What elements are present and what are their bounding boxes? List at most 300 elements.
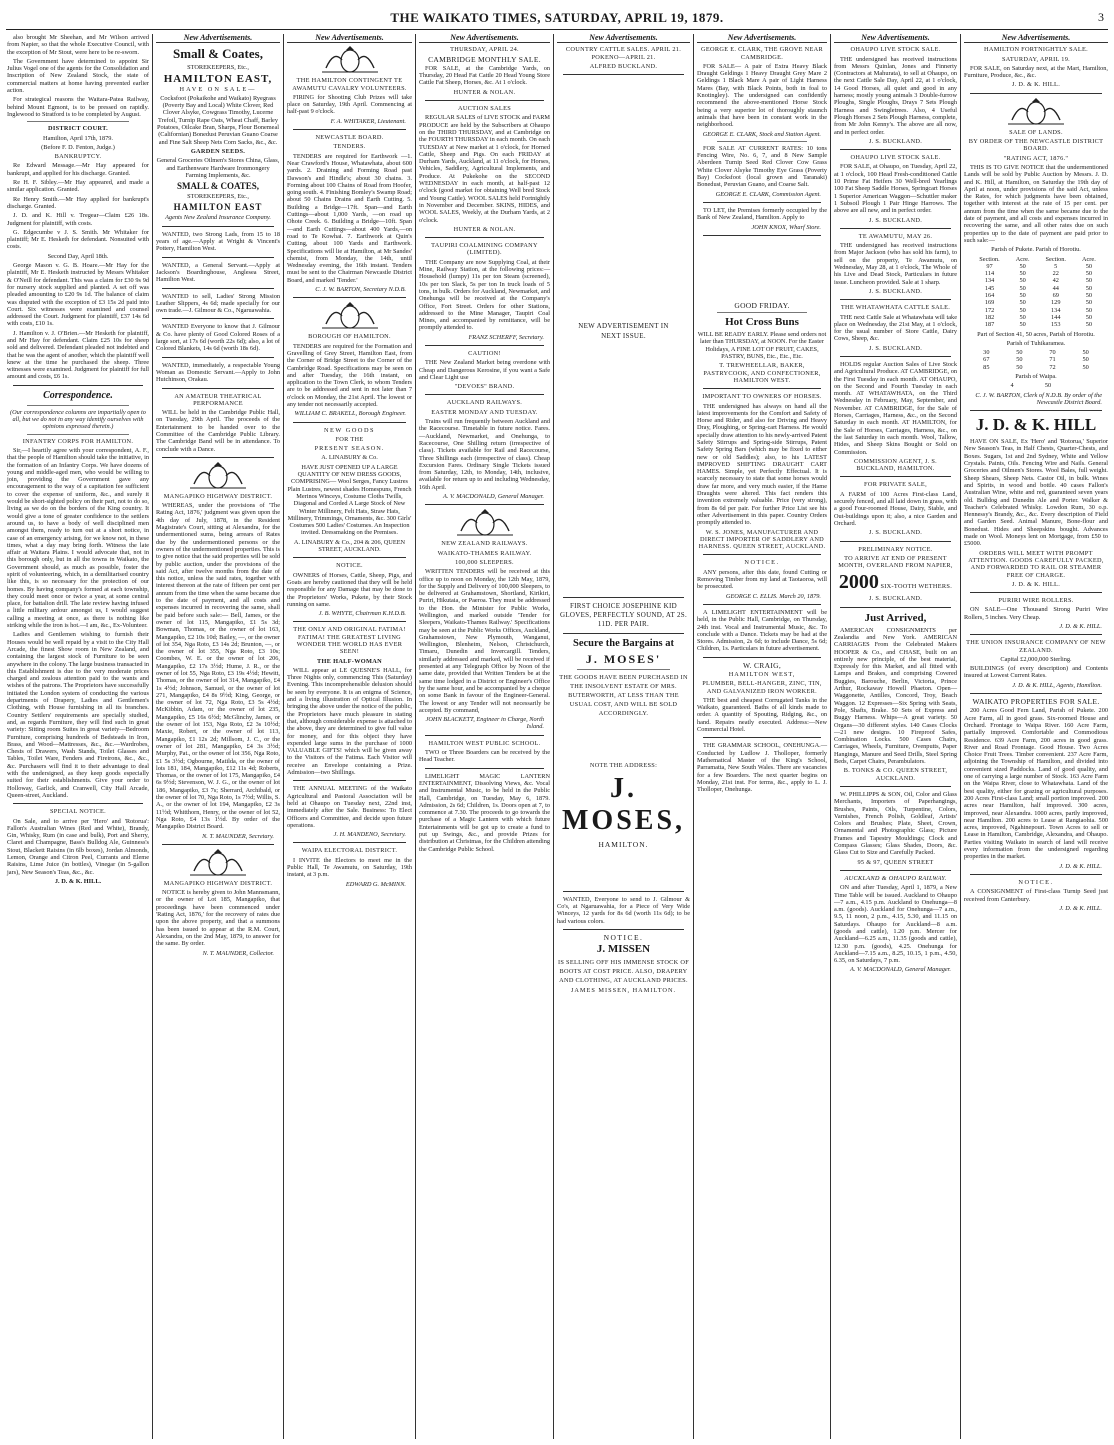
divider — [162, 388, 274, 389]
news-paragraph: For strategical reasons the Waitara-Patea Railway, behind Mount Egmont, is to be pressed on rapidly. Inglewood to Stratford is to be completed by August. — [7, 96, 149, 118]
ad-body: BUILDINGS (of every description) and Contents insured at Lowest Current Rates. — [964, 665, 1108, 680]
table-header-cell: Section. — [979, 255, 1000, 263]
table-cell: 50 — [1016, 356, 1023, 364]
divider — [425, 735, 544, 736]
ad-body: TENDERS are required for Earthwork —1. Near Crawford's House, Whatawhata, about 600 yards. 2. Draining and Forming Road past Dawson's and Hindle's; about 30 chains. 3. Forming about 100 Chains of Road from Hoofer, going south. 4. Finishing Bomley's Swamp Road; about 50 Chains Drains and Earth Cutting. 5. Building a Bridge—17ft. Span—and Earth Cuttings—about 1,000 Yards, —on road up Ohote Creek. 6. Building a Bridge—10ft. Span—and Earth Cuttings—about 400 Yards,—on road to Te Kowhai. 7. Earthwork at Quin's Cutting, about 100 Yards and Earthwork. Specifications will lie at Hamilton, at Mr Sandes' chemist, from Monday, the 14th, until Wednesday evening, the 16th instant. Tenders must be sent to the Chairman Newcastle District Board, and marked 'Tender.' — [287, 152, 412, 284]
ad-heading: FOR THE — [335, 435, 364, 443]
column-header: New Advertisements. — [287, 34, 412, 43]
divider — [840, 356, 951, 357]
letter-body: Sir,—I heartily agree with your correspondent, A. F., that the people of Hamilton should take the initiative, in the formation of an Infantry Corps. We have dozens of young and middle-aged men, who would be willing to join, providing the Government gave any encouragement to the way of a capitation fee sufficient to cover the expense of uniform, &c., and surely it would be short-sighted policy on their part, not to do so, living as we do on the borders of the King country. It would give a tone of greater confidence to the settlers around us, to have a body of well disciplined men amongst them, ready to turn out at a short notice, in case of an emergency arising, for we know not, in these times, what a day may bring forth. Witness the late affair at Waitara Plains. I would advocate that, not in this borough only, but in all the towns in Waikato, the Government should, as much as possible, foster the spirit of volunteering, which, in a demilitarised country like this, is so necessary for the protection of our homes. By having company's formed at each township, they could meet once or twice a year, at some central place, for battalion drill. The late review having infused a little military ardour amongst us, I would suggest calling a meeting at once, as there is nothing like striking while the iron is hot.—I am, &c., Ex-Volunteer. — [7, 446, 149, 630]
ad-body: I INVITE the Electors to meet me in the Public Hall, Te Awamutu, on Saturday, 19th instant, at 3 p.m. — [287, 856, 412, 879]
table-cell: 50 — [1019, 321, 1026, 329]
section-heading: Correspondence. — [43, 389, 113, 401]
lands-table — [1000, 382, 1072, 389]
ad-heading: MANGAPIKO HIGHWAY DISTRICT. — [163, 492, 273, 500]
divider — [970, 410, 1102, 411]
ad-body: WILL appear at LE QUESNE'S HALL, for Three Nights only, commencing This (Saturday) Evening. This incomprehensible delusion should be seen by everyone. It is an enigma of Science, and a living illustration of Optical Illusion. In bringing the above under the notice of the public, the Proprietors have much pleasure in stating that, although considerable expense is attached to the above, they are determined to give full value for money, and for this object they have expended large sums in the purchase of 1000 VALUABLE GIFTS! which will be given away to the Visitors of the Fatima. Each Visitor will receive an Envelope containing a Prize. Admission—two Shillings. — [287, 666, 412, 777]
table-cell: 30 — [983, 349, 990, 357]
ad-body: WANTED to sell, Ladies' Strong Mission Leather Slippers, 4s 6d; made specially for our own trade.—J. Gilmour & Co., Ngaruawahia. — [156, 292, 280, 315]
ad-body: WANTED, Everyone to send to J. Gilmour & Co's, at Ngaruawahia, for a Piece of Very Wide Winceys, 12 yards for 8s 6d (worth 11s 6d); to be had various colors. — [557, 895, 690, 925]
ad-heading: NOTICE. — [744, 559, 780, 567]
news-paragraph: J. Hamilton v. J. O'Brien.—Mr Hesketh for plaintiff, and Mr Hay for defendant. Claim £25 10s for sheep sold and delivered. Defendant pleaded not indebted and that he was the agent of another, which the plaintiff well knew at the time he purchased the sheep. Three witnesses were examined. Judgment for plaintiff for full amount and costs, £6 1s. — [7, 329, 149, 381]
ad-signature: B. TONKS & CO. QUEEN STREET, AUCKLAND. — [843, 767, 948, 782]
divider — [293, 557, 406, 558]
divider — [425, 768, 544, 769]
divider — [293, 129, 406, 130]
table-row — [970, 299, 1102, 306]
ad-heading: TE AWAMUTU, MAY 26. — [858, 232, 933, 240]
column-header: New Advertisements. — [557, 34, 690, 43]
ad-body: COUNTRY CATTLE SALES. APRIL 21. POKENO—APRIL 21. — [565, 46, 682, 61]
ad-body: THIS IS TO GIVE NOTICE that the undermentioned Lands will be sold by Public Auction by Messrs. J. D. and K. Hill, at Hamilton, on Saturday the 19th day of April at noon, under provisions of the said Act, unless the Rates, for which judgments have been obtained, together with interest at the rate of 15 per cent. per annum from the time when the same became due to the date of payment, and all costs and expenses incurred in recovering the same, and all other rates due on such properties up to the date of payment are paid prior to such sale:— — [964, 163, 1108, 244]
table-cell: 144 — [1051, 313, 1061, 321]
ad-body: FOR SALE, at the Cambridge Yards, on Thursday, 20 Head Fat Cattle 20 Head Young Store Cattle Fat Sheep, Horses, &c. At 1 o'clock. — [419, 64, 550, 87]
ad-title: J. D. & K. HILL — [975, 415, 1097, 435]
divider — [970, 634, 1102, 635]
ad-heading: PRESENT SEASON. — [314, 445, 385, 453]
ad-body: THE next Cattle Sale at Whatawhata will take place on Wednesday, the 21st May, at 1 o'clock, for the usual number of Store Cattle, Dairy Cows, Sheep, &c. — [834, 313, 957, 343]
news-paragraph: Re Edward Message.—Mr Hay appeared for bankrupt, and applied for his discharge. Granted. — [7, 162, 149, 177]
ad-signature: T. TREWHEELLAR, BAKER, PASTRYCOOK, AND CONFECTIONER, HAMILTON WEST. — [703, 362, 821, 384]
ad-heading: NOTICE. — [336, 562, 363, 570]
news-paragraph: George Mason v. G. B. Hoare.—Mr Hay for the plaintiff, Mr E. Hesketh instructed by Messrs Whitaker & O'Neill for defendant. This was a claim for £30 9s 9d for nursery stock supplied and planted. A set off was pleaded amounting to £20 9s 1d. The balance of claim was disputed with the exception of £3 15s 2d paid into Court. Six witnesses were examined and counsel addressed the Court. Judgment for plaintiff, £37 14s 6d with costs, £10 1s. — [7, 262, 149, 328]
editorial-note: (Our correspondence columns are impartially open to all, but we do not in any way identify ourselves with opinions expressed therein.) — [10, 408, 146, 431]
ad-heading: CAMBRIDGE MONTHLY SALE. — [428, 54, 541, 64]
ad-subheading: SATURDAY, APRIL 19. — [1001, 55, 1071, 63]
table-cell: 134 — [1051, 306, 1061, 314]
divider — [293, 297, 406, 298]
lands-table-body — [970, 349, 1102, 371]
ad-signature: C. J. W. BARTON, Clerk of N.D.B. By order of the Newcastle District Board. — [975, 391, 1102, 406]
ad-signature: WILLIAM C. BRAKELL, Borough Engineer. — [294, 410, 406, 418]
ad-signature: COMMISSION AGENT, J. S. BUCKLAND, HAMILTON. — [853, 457, 938, 473]
wethers-count: 2000 — [838, 571, 879, 594]
table-cell: 50 — [1019, 313, 1026, 321]
blank-space — [557, 851, 690, 887]
table-row — [970, 356, 1102, 363]
newspaper-title: THE WAIKATO TIMES, SATURDAY, APRIL 19, 1879. — [390, 10, 724, 25]
ad-heading: AUCKLAND RAILWAYS. — [446, 399, 523, 407]
ad-body: ORDERS WILL MEET WITH PROMPT ATTENTION. GOODS CAREFULLY PACKED, AND FORWARDED TO RAIL OR STEAMER FREE OF CHARGE. — [968, 549, 1104, 579]
table-cell: 50 — [1019, 262, 1026, 270]
ad-body: HAVE JUST OPENED UP A LARGE QUANTITY OF NEW DRESS GOODS, COMPRISING— Wool Serges, Fancy Lustres Plain Lustres, newest shades Homespuns, French Merinos Winceys, Costume Cloths Twills, Diagonal and Corded A Large Stock of New Winter Millinery, Felt Hats, Straw Hats, Millinery, Trimmings, Ornaments, &c. 300 Girls' Costumes 500 Ladies' Costumes. An Inspection invited. Dressmaking on the Premises. — [287, 463, 412, 537]
ad-heading: THURSDAY, APRIL 24. — [450, 46, 519, 54]
ad-body: THE New Zealand Market being overdone with Cheap and Dangerous Kerosine, if you want a Safe and Clear Light use — [419, 359, 550, 381]
ad-signature: N. T. MAUNDER, Secretary. — [202, 832, 274, 840]
ad-subheading: EASTER MONDAY AND TUESDAY. — [431, 408, 538, 416]
divider — [970, 693, 1102, 694]
table-cell: 172 — [984, 306, 995, 314]
ad-signature: J. S. BUCKLAND. — [868, 344, 923, 352]
column-5 — [554, 34, 693, 1439]
table-cell: 50 — [1019, 306, 1026, 314]
divider — [293, 422, 406, 423]
table-cell: 50 — [1019, 270, 1026, 278]
column-1 — [4, 34, 152, 1439]
table-cell: 50 — [1085, 321, 1093, 329]
royal-arms-emblem — [320, 46, 380, 74]
ad-heading: HAMILTON FORTNIGHTLY SALE. — [984, 46, 1088, 54]
ad-subheading: A. LINABURY & Co. — [321, 454, 378, 462]
ad-subheading: TENDERS. — [333, 143, 366, 151]
column-6 — [694, 34, 830, 1439]
ad-body: NOTICE is hereby given to John Mannsmann, or the owner of Lot 185, Mangapiko, that proceedings have been commenced under 'Rating Act, 1876,' for the recovery of rates due upon the above property, and that a summons has been issued to appear at the R.M. Court, Alexandra, on the 2nd May, 1879, to answer for the same. By order. — [156, 889, 280, 948]
table-cell: 50 — [1082, 349, 1089, 357]
divider — [840, 541, 951, 542]
divider — [840, 870, 951, 871]
table-cell: 50 — [1085, 313, 1093, 321]
table-row — [1000, 382, 1072, 389]
news-paragraph: G. Edgecumbe v J. S. Smith. Mr Whitaker for plaintiff; Mr E. Hesketh for defendant. Nonsuited with costs. — [7, 228, 149, 251]
news-paragraph: Ladies and Gentlemen wishing to furnish their Houses would be well repaid by a visit to the City Hall Arcade, the finest Show room in New Zealand, and containing the largest stock of Furniture to be seen anywhere in the colony. The large business transacted in this Establishment is due to the very moderate prices charged and zealous attention paid to the wants and wishes of the patrons. The Proprietors have successfully initiated the London system of conducting the various departments of Drapery, Ladies and Gentlemen's Clothing, with House furnishing in all its branches. Country Settlers' requirements are specially studied, and, as regards Furniture, they will find such in great variety: Sitting room Suites in great variety—Bedroom Furniture, comprising hundreds of Bedsteads in Iron, Brass, and Wood—Mattresses, &c., &c.—Wardrobes, Chests of Drawers, Wash Stands, Toilet Glasses and Tables, Toilet Ware, Fenders and Fireirons, &c., &c., &c. Purchasers will find it to their advantage to deal with the undersigned, as they keep goods especially suited for their establishments. Give your order to Holloway, Garlick, and Cranwell, City Hall Arcade, Queen-street, Auckland. — [7, 631, 149, 799]
table-cell: 187 — [984, 321, 995, 329]
divider — [703, 657, 821, 658]
ad-heading: OHAUPO LIVE STOCK SALE. — [850, 46, 941, 54]
table-cell: 50 — [1085, 284, 1093, 292]
royal-arms-emblem — [188, 462, 248, 490]
letter-heading: INFANTRY CORPS FOR HAMILTON. — [22, 437, 134, 445]
ad-body: THE undersigned has received instructions from Messrs Quinlan, Jones and Finnerty (Contractors at Mahurata), to sell at Ohaupo, on the next Cattle Sale Day, April 22, at 1 o'clock, 14 Good Horses, all quiet and good in any harness; mostly young animals 3 Double-furrow Ploughs, Single Ploughs, Drays 7 Sets Plough Harness and Swingletrees. Also, 4 Useful Plough Horses 2 Sets Plough Harness, complete, from Mr John Kenny's. The above are all now, and in perfect order. — [834, 55, 957, 136]
ad-body: THE best and cheapest Corrugated Tanks in the Waikato, guaranteed. Baths of all kinds made to order. A quantity of Spouting, Ridging, &c., on hand. Repairs neatly executed. Address:—New Commercial Hotel. — [697, 696, 827, 734]
masthead — [0, 0, 1114, 30]
ad-list: General Groceries Oilmen's Stores China, Glass, and Earthenware Hardware Ironmongery Farming Implements, &c. — [156, 157, 280, 179]
divider — [563, 929, 684, 930]
ad-heading: PRELIMINARY NOTICE. — [858, 545, 933, 553]
ad-body: ON SALE—One Thousand Strong Puriri Wire Rollers, 5 inches. Very Cheap. — [964, 606, 1108, 621]
ad-heading: NEW ZEALAND RAILWAYS. — [441, 540, 528, 548]
ad-title: J. MOSES, — [561, 773, 686, 837]
divider — [27, 405, 129, 406]
divider — [840, 786, 951, 787]
ad-heading: AN AMATEUR THEATRICAL PERFORMANCE — [174, 392, 262, 407]
ad-body: THE Company are now Supplying Coal, at their Mine, Railway Station, at the following prices:— Household (lumpy) 11s per ton Steam (screened), 10s per ton Slack, 5s per ton In truck loads of 5 tons, in bulk. Orders for Auckland, Newmarket, and Onehunga will be received at the Company's Office, Fort Street. Orders for other Stations, addressed to the Mine Manager, Taupiri Coal Mines, and accompanied by remittance, will be promptly attended to. — [419, 258, 550, 332]
table-cell: 164 — [984, 292, 995, 300]
table-cell: 50 — [1085, 270, 1093, 278]
divider — [970, 93, 1102, 94]
news-paragraph: Re Henry Smith.—Mr Hay applied for bankrupt's discharge. Granted. — [7, 195, 149, 210]
table-cell: 145 — [984, 284, 995, 292]
divider — [162, 844, 274, 845]
ad-body: REGULAR SALES of LIVE STOCK and FARM PRODUCE are held by the Subscribers at Ohaupo on the THIRD THURSDAY, and at Cambridge on the FOURTH THURSDAY in each month. On each TUESDAY at New market at 1 o'clock, for Horned Cattle, Sheep and Pigs. On each FRIDAY at Durham Yards, Auckland, at 11 o'clock, for Horses, Vehicles, Saddlery, Agricultural Implements, and Produce. At Pukekohe on the SECOND WEDNESDAY in each month, at half-past 12 o'clock (good market for obtaining Well bred Stock and Young Cattle). WOOL SALES held Fortnightly in November and December. SKINS, HIDES, and WOOL SALES, Weekly, at the Durham Yards, at 2 o'clock. — [419, 114, 551, 224]
ad-title: HAMILTON EAST, — [163, 72, 273, 85]
table-cell: 44 — [1052, 284, 1059, 292]
ad-title: Secure the Bargains at — [572, 638, 674, 650]
divider — [13, 803, 143, 804]
divider — [27, 434, 129, 435]
ad-body: WANTED, a General Servant.—Apply at Jackson's Boardinghouse, Anglesea Street, Hamilton West. — [156, 261, 280, 284]
ad-signature: JOHN KNOX, Wharf Store. — [751, 223, 821, 231]
ad-heading: CAUTION! — [468, 349, 501, 357]
ad-title: Small & Coates, — [173, 46, 263, 62]
column-4 — [416, 34, 553, 1439]
divider — [970, 874, 1102, 875]
ad-signature: GEORGE E. CLARK, Commission Agent. — [715, 190, 821, 198]
table-cell: 153 — [1051, 321, 1061, 329]
divider — [13, 385, 143, 386]
ad-body: W. PHILLIPPS & SON, Oil, Color and Glass Merchants, Importers of Paperhangings, Brushes, Paints, Oils, Turpentine, Colors, Varnishes, French Polish, Goldleaf, Artists' Colors and Brushes; Plate, Sheet, Crown, Ornamental and Photographic Glass; Picture Frames and Tapestry Mouldings; Clock and Compass Glasses; Glass Shades, Doors, &c. Glass Cut to Size and Carefully Packed. — [834, 790, 957, 857]
divider — [425, 100, 544, 101]
table-row — [970, 263, 1102, 270]
table-cell: 72 — [1049, 363, 1056, 371]
ad-body: A FARM of 100 Acres First-class Land, securely fenced, and all laid down in grass, with a good Four-roomed House, Dairy, Stable, and Out-buildings upon it; also, a nice Garden and Orchard. — [834, 490, 957, 527]
ad-heading: THE UNION INSURANCE COMPANY OF NEW ZEALAND. — [966, 639, 1106, 654]
divider — [425, 237, 544, 238]
column-3 — [284, 34, 415, 1439]
divider — [162, 226, 274, 227]
ad-body: FIRST CHOICE JOSEPHINE KID GLOVES, PERFECTLY SOUND, AT 2S. 11D. PER PAIR. — [559, 602, 688, 629]
ad-title: Hot Cross Buns — [725, 316, 799, 329]
ad-signature: J. D. & K. HILL. — [54, 877, 102, 885]
ad-signature: GEORGE C. ELLIS. March 20, 1879. — [725, 592, 821, 600]
divider — [162, 318, 274, 319]
ad-heading: THE HALF-WOMAN — [317, 657, 382, 665]
ad-signature: JAMES MISSEN, HAMILTON. — [570, 987, 677, 995]
ad-subtitle: STOREKEEPERS, Etc., — [187, 64, 249, 72]
ad-subheading: HAMILTON. — [598, 840, 649, 850]
table-cell: 134 — [984, 277, 995, 285]
column-header: New Advertisements. — [834, 34, 957, 43]
ad-heading: NEWCASTLE BOARD. — [315, 134, 384, 142]
ad-heading: NEW GOODS — [324, 426, 375, 434]
table-cell: 50 — [1019, 284, 1026, 292]
table-cell: 50 — [1016, 349, 1023, 357]
ad-heading: HAMILTON WEST PUBLIC SCHOOL. — [428, 739, 541, 747]
divider — [425, 345, 544, 346]
ad-body: TWO or Three Boarders can be received by the Head Teacher. — [419, 749, 550, 764]
dateline: Second Day, April 18th. — [47, 252, 109, 260]
table-cell: 50 — [1019, 292, 1026, 300]
ad-signature: J. S. BUCKLAND. — [868, 216, 923, 224]
parish-heading: Parish of Tuhikaramea. — [1006, 339, 1066, 347]
column-header: New Advertisements. — [156, 34, 280, 43]
divider — [563, 597, 684, 598]
ad-subheading: NOTE THE ADDRESS: — [589, 762, 658, 770]
wethers-banner — [834, 571, 957, 593]
ad-body: AMERICAN CONSIGNMENTS per Zealandia and New York. AMERICAN CARRIAGES From the Celebrated Makers HOOPER & Co., and CHASE, built on an entirely new principle, of the best material, Expressly for this Market, and all fitted with Lamps and Brakes, and comprising Covered Buggies, Barouche, Berlin, Victoria, Prince Arthur, Rockaway Howell Phaeton. Open—Waggonette, Antilles, Concord, Troy, Beach Waggon. 12 Expresses—Six Spring with Seats, Pole, Shafts, Brake. 50 Sets of Express and Buggy Harness. Whips—A great variety. 50 Organs—30 different styles. 140 Cases Clocks—21 new designs. 10 Fireproof Safes, Combination Locks. 500 Cases Chairs, Carriages, Wheels, Furniture, Ovenputts, Paper Hangings, Manure and Seed Drills, Steel Spring Beds, Carpet Chairs, Perambulators. — [834, 626, 957, 766]
divider — [162, 257, 274, 258]
ad-body: LIMELIGHT MAGIC LANTERN ENTERTAINMENT, Dissolving Views, &c. Vocal and Instrumental Music, to be held in the Public Hall, Cambridge, on Tuesday, May 6, 1879. Admission, 2s 6d; Children, 1s. Doors open at 7, to commence at 7.30. The proceeds to go towards the purchase of a Magic Lantern with which future Entertainments will be got up to create a fund to put up Swings, &c., and provide Prizes for distribution at Christmas, for the Children attending the Cambridge Public School. — [419, 772, 550, 853]
table-row — [970, 314, 1102, 321]
divider — [577, 669, 670, 670]
ad-body: WANTED, immediately, a respectable Young Woman as Domestic Servant.—Apply to John Hutchinson, Orakau. — [156, 361, 280, 384]
ad-signature: J. S. BUCKLAND. — [868, 529, 923, 537]
divider — [703, 554, 821, 555]
ad-body: TO ARRIVE AT END OF PRESENT MONTH, OVERLAND FROM NAPIER, — [838, 554, 953, 570]
divider — [703, 604, 821, 605]
ad-heading: SPECIAL NOTICE. — [49, 808, 107, 816]
ad-body: 200 Acres Good Fern Land, Parish of Pukete. 200 Acre Farm, all in good grass. Six-roomed House and Orchard. Frontage to Waipa River. 160 Acre Farm, partially improved. Comfortable and Commodious Residence. 639 Acre Farm, 200 acres in good grass. River and Road Frontage. Good House. Two Acres Choice Fruit Trees. Timber convenient. 237 Acre Farm, adjoining the Township of Hamilton, and divided into convenient sized Paddocks. Land of good quality, and one of carrying a large number of Stock. 163 Acre Farm on the Waipa River, close to Whatawhata. Land of the best quality, either for grazing or agricultural purposes. 200 Acres First-class Land; small portion improved. 200 acres near Hamilton, half improved. 300 acres, improved, near Alexandra. 1000 acres, partly improved, near Hamilton. 200 acres to Lease at Rangiaohia. 500 acres, improved, Ngahinepouri. Town Acres to sell or Lease in Hamilton, Cambridge, Alexandra, and Ohaupo. Parties visiting Waikato in search of land will receive every information from the undersigned regarding properties in the market. — [964, 707, 1108, 861]
blank-space — [557, 343, 690, 593]
ad-title: Just Arrived, — [864, 611, 927, 624]
ad-body: HAVE ON SALE, Ex 'Hero' and 'Rotorua,' Superior New Season's Teas, in Half Chests, Quarter-Chests, and Boxes. Sugars, 1st and 2nd Sydney, White and Yellow Crystals. Paints, Oils. Fencing Wire and Nails. General Groceries and Oilmen's Stores. Wool Bales, full weight. Sheep Shears, Sheep Nets. Castor Oil, in bulk. Wines and Spirits, in wood and bottle. 40 cases Fallon's Australian Wine, white and red, guaranteed seven years old. Bulldog and Dunedin Ale and Porter. Walker & Teacher's Celebrated Whisky. Lowdon Rum, 30 o.p. Hennessy's Brandy, &c., &c. Every description of Field and Garden Seed. Animal Manure, Bone-flour and Bonedust. Hides and Sheepskins bought. Advances made on Wool. Moneys lent on Mortgage, from £50 to £5000. — [964, 438, 1108, 548]
table-row — [970, 307, 1102, 314]
blank-space — [557, 79, 690, 319]
column-8 — [961, 34, 1111, 1439]
table-row — [970, 349, 1102, 356]
table-cell: 50 — [1082, 356, 1089, 364]
ad-body: IS SELLING OFF HIS IMMENSE STOCK OF BOOTS AT COST PRICE. ALSO, DRAPERY AND CLOTHING, AT AUCKLAND PRICES. — [557, 959, 690, 985]
ad-body: HOLDS regular Auction Sales of Live Stock and Agricultural Produce. AT CAMBRIDGE, on the First Tuesday in each month. AT OHAUPO, on the Second and Fourth Tuesday in each month. AT WHATAWHATA, on the Third Wednesday in February, May, September, and November. AT CAMBRIDGE, for the Sale of Horses, Carriages, Harness, &c., on the Second Saturday in each month. AT HAMILTON, for the Sale of Horses, Carriages, Harness, &c., on the last Saturday in each month. Wool, Tallow, Hides, and Sheep Skins Bought or Sold on Commission. — [834, 360, 957, 456]
divider — [840, 607, 951, 608]
ad-signature: JOHN BLACKETT, Engineer in Charge, North Island. — [425, 716, 544, 731]
ad-signature: C. J. W. BARTON, Secretary N.D.B. — [315, 286, 406, 294]
news-paragraph: J. D. and K. Hill v. Tregear—Claim £26 18s. Judgment for plaintiff, with costs. — [7, 212, 149, 227]
ad-heading: NOTICE. — [603, 932, 644, 942]
table-row — [970, 292, 1102, 299]
ad-signature: J. D. & K. HILL, Agents, Hamilton. — [1012, 681, 1102, 689]
ad-body: WILL BE READY EARLY. Please send orders not later than THURSDAY, at NOON. For the Easter Holidays, A FINE LOT OF FRUIT, CAKES, PASTRY, BUNS, Etc., Etc., Etc. — [697, 331, 827, 361]
table-header-cell: Acre. — [1015, 255, 1030, 263]
ad-heading: IMPORTANT TO OWNERS OF HORSES. — [702, 393, 822, 401]
table-cell: 50 — [1016, 363, 1023, 371]
table-cell: 4 — [1010, 382, 1014, 390]
table-header-cell: Section. — [1045, 255, 1066, 263]
table-cell: 85 — [983, 363, 990, 371]
table-cell: 50 — [1082, 363, 1089, 371]
ad-subheading: "RATING ACT, 1876." — [1003, 154, 1069, 162]
table-header-cell: Acre. — [1081, 255, 1096, 263]
ad-body: TO LET, the Premises formerly occupied by the Bank of New Zealand, Hamilton. Apply to — [697, 206, 827, 222]
ad-heading: GOOD FRIDAY. — [734, 300, 790, 310]
ad-heading: BOROUGH OF HAMILTON. — [308, 333, 391, 341]
ad-signature: HUNTER & NOLAN. — [453, 225, 516, 233]
ad-subheading: Capital £2,000,000 Sterling. — [1000, 655, 1072, 663]
ad-heading: GEORGE E. CLARK, THE GROVE NEAR CAMBRIDGE. — [701, 46, 823, 61]
ad-heading: THE WHATAWHATA CATTLE SALE. — [840, 304, 951, 312]
lands-table — [970, 349, 1102, 371]
ad-signature: J. D. & K. HILL. — [1011, 580, 1061, 588]
ad-signature: J. D. & K. HILL. — [1059, 904, 1102, 912]
divider — [425, 394, 544, 395]
divider — [563, 74, 684, 75]
column-7 — [831, 34, 960, 1439]
ad-heading: WAIPA ELECTORAL DISTRICT. — [301, 847, 398, 855]
ad-body: TENDERS are required for the Formation and Gravelling of Grey Street, Hamilton East, from the Corner of Bridge Street to the Corner of the Cambridge Road. Specifications may be seen on and after Tuesday, the 16th instant, on application to the Town Clerk, to whom Tenders are to be addressed and sent in not later than 7 o'clock on Monday, the 21st April. The lowest or any tender not necessarily accepted. — [287, 342, 412, 408]
ad-list: Cocksfoot (Pokaikohe and Waikato) Ryegrass (Poverty Bay and Local) White Clover, Red Clover Alsyke, Cowgrass Timothy, Lucerne Trefoil, Turnip Rape Oats, Wheat Chaff, Barley Potatoes, Oilcake Bran, Sharps, Flour Bonemeal (Californian) Bonedust Peruvian Guano Coarse and Fine Salt Sheep Nets Corn Sacks, &c., &c. — [156, 94, 280, 146]
ad-body: ON and after Tuesday, April 1, 1879, a New Time Table will be issued. Auckland to Ohaupo—7 a.m., 4.15 p.m. Auckland to Onehunga—8 a.m. (goods). Auckland for Onehunga—7 a.m., 9.5, 11 noon, 2 p.m., 4.15, 5.30, and 11.15 on Saturdays. Ohaupo for Auckland—8 a.m. (goods and cattle), 1.20 p.m. Mercer for Auckland—6.25 a.m., 11.35 (goods and cattle), 12.30 p.m. (goods), 4.25. Onehunga for Auckland—7.15 a.m., 8.25, 10.15, 1 p.m., 4.50, 6.35, on Saturdays, 7 p.m. — [834, 884, 957, 965]
ad-body: WHEREAS, under the provisions of 'The Rating Act, 1876,' judgment was given upon the 4th day of July, 1878, in the Resident Magistrate's Court, sitting at Alexandra, for the undermentioned sums, being arrears of Rates due by the undermentioned persons or the owners of the undermentioned properties. This is to give notice that the said properties will be sold by public auction, under the provisions of the said Act, after twelve months from the date of this notice, unless the said rates, together with interest thereon at the rate of fifteen per cent per annum from the time when the same became due to the date of payment, and all costs and expenses incurred in recovering the same, shall be paid before such sale:— Bell, James, or the owner of lot 115, Mangapiko, £1 5s 3d; Bowman, Thomas, or the owner of lot 163, Mangapiko, £2 10s 10d; Bailey, —, or the owner of lot 354, Nga Roto, £3 14s 2d; Brunton, —, or the owner of lot 355, Nga Roto, £3 10s; Coombes, W. E. or the owner of lot 206, Mangapiko, £2 17s 3½d; Hume, J. R., or the owner of lot 55, Nga Roto, £3 19s 4½d; Hewitt, Thomas, or the owner of lot 314, Mangapiko, £4 1s 4½d; Johnson, Samuel, or the owner of lot 271, Mangapiko, £4 8s 9½d; King, George, or the owner of lot 72, Nga Roto, £3 5s 4½d; McKibbin, Adam, or the owner of lot 235, Mangapiko, £5 16s 6½d; McGlinchy, James, or the owner of lot 153, Nga Roto, £2 3s 10½d; Maxie, Robert, or the owner of lot 113, Mangapiko, £1 12s 2d; Millsom, J. C., or the owner of lot 281, Mangapiko, £4 3s 3½d; Murphy, Pat., or the owner of lot 356, Nga Roto, £1 5s 3½d; Ogbourne, Matilda, or the owner of lots 181, 184, Mangapiko, £12 11s 4d; Roberts, Thomas, or the owner of lot 175, Mangapiko, £4 6s 9½d; Stevenson, W. J. G., or the owner of lot 186, Mangapiko, £3 7s; Sherrard, Archibald, or the owner of lot 70, Nga Roto, 1s 7½d; Willis, S. A., or the owner of lot 194, Mangapiko, £2 3s 11½d; Whitthorn, Henry, or the owner of lot 52, Nga Roto, £4 13s 1½d. By order of the Mangapiko District Board. — [156, 502, 280, 831]
table-cell: 97 — [986, 262, 993, 270]
table-cell: 50 — [1085, 277, 1093, 285]
ad-signature: A. V. MACDONALD, General Manager. — [850, 966, 951, 974]
ad-signature: EDWARD G. McMINN. — [345, 880, 406, 888]
ad-body: A CONSIGNMENT of First-class Turnip Seed just received from Canterbury. — [964, 888, 1108, 903]
ad-subtitle: STOREKEEPERS, Etc., — [187, 193, 249, 201]
divider — [162, 357, 274, 358]
ad-signature: A. LINABURY & Co., 204 & 206, QUEEN STREET, AUCKLAND. — [293, 538, 406, 554]
divider — [27, 121, 129, 122]
divider — [563, 633, 684, 634]
ad-heading: OHAUPO LIVE STOCK SALE. — [850, 154, 941, 162]
ad-signature: F. A. WHITAKER, Lieutenant. — [330, 117, 406, 125]
ad-subtitle: HAVE ON SALE— — [179, 85, 257, 93]
table-cell: 70 — [1049, 349, 1056, 357]
ad-signature: J. H. MANDENO, Secretary. — [333, 831, 406, 839]
table-row — [970, 321, 1102, 328]
news-paragraph: Re H. F. Sibley.—Mr Hay appeared, and made a similar application. Granted. — [7, 179, 149, 194]
subheading: (Before F. D. Fenton, Judge.) — [41, 143, 115, 151]
table-cell: 114 — [984, 270, 995, 278]
table-cell: 67 — [983, 356, 990, 364]
ad-signature: J. D. & K. HILL. — [1059, 862, 1102, 870]
divider — [563, 891, 684, 892]
table-cell: 50 — [1019, 299, 1026, 307]
divider — [840, 228, 951, 229]
divider — [293, 621, 406, 622]
table-cell: 182 — [984, 313, 995, 321]
ad-signature: J. S. BUCKLAND. — [868, 595, 923, 603]
ad-signature: FRANZ SCHERFF, Secretary. — [468, 333, 544, 341]
table-cell: 50 — [1085, 262, 1093, 270]
table-row — [970, 364, 1102, 371]
divider — [717, 141, 807, 142]
table-cell: 71 — [1049, 356, 1056, 364]
blank-space — [697, 240, 827, 300]
ad-signature: HUNTER & NOLAN. — [453, 88, 516, 96]
ad-signature: ALFRED BUCKLAND. — [589, 62, 658, 70]
lands-table-body — [1000, 382, 1072, 389]
ad-heading: PURIRI WIRE ROLLERS. — [998, 597, 1074, 605]
parish-heading: Parish of Waipa. — [1015, 372, 1057, 380]
ad-signature: J. B. WHYTE, Chairman K.H.D.B. — [318, 610, 406, 618]
table-cell: 50 — [1044, 382, 1052, 390]
ad-body: OWNERS of Horses, Cattle, Sheep, Pigs, and Goats are hereby cautioned that they will be held responsible for any Damage that may be done to the Proprietors' Works, Pukete, by their Stock running on same. — [287, 571, 412, 608]
page-number: 3 — [1098, 10, 1104, 24]
ad-body: FIRING for Shooting Club Prizes will take place on Saturday, 19th April. Commencing at half-past 9 o'clock. — [287, 93, 412, 116]
ad-heading: "DEVOES" BRAND. — [454, 383, 515, 391]
ad-body: FOR SALE— A pair of Extra Heavy Black Draught Geldings 1 Heavy Draught Grey Mare 2 Geldings 1 Black Mare A pair of Light Harness Mares (Bay, with Black Points, both in foal to Knotingley). The undersigned can confidently recommend the above-mentioned Horse Stock being a very superior lot of thoroughly staunch animals that have been in constant work in the neighborhood. — [697, 62, 827, 129]
ad-heading: GARDEN SEEDS. — [190, 147, 246, 155]
parish-heading: Parish of Pukete. Parish of Horotiu. — [991, 246, 1081, 254]
divider — [970, 592, 1102, 593]
ad-signature: GEORGE E. CLARK, Stock and Station Agent. — [702, 130, 821, 138]
ad-body: THE GOODS HAVE BEEN PURCHASED IN THE INSOLVENT ESTATE OF MRS. BUTERWORTH, AT LESS THAN THE USUAL COST, AND WILL BE SOLD ACCORDINGLY. — [559, 674, 688, 718]
ad-title: SMALL & COATES, — [176, 181, 260, 192]
ad-body: FOR SALE, on Saturday next, at the Mart, Hamilton, Furniture, Produce, &c., &c. — [964, 64, 1108, 80]
ad-subheading: WAIKATO-THAMES RAILWAY. — [437, 549, 532, 557]
ad-heading: WAIKATO PROPERTIES FOR SALE. — [972, 697, 1100, 707]
ad-heading: TAUPIRI COALMINING COMPANY (LIMITED). — [431, 242, 538, 257]
ad-body: WANTED Everyone to know that J. Gilmour & Co. have plenty of Good Colored Roses of a large sort, at 17s 6d (worth 22s 6d); also, a lot of Colored Blankets, 14s 6d (worth 18s 6d). — [156, 323, 280, 353]
table-cell: 5 — [1054, 262, 1058, 270]
ad-subheading: BY ORDER OF THE NEWCASTLE DISTRICT BOARD. — [968, 138, 1104, 153]
dateline: Hamilton, April 17th, 1879. — [43, 134, 113, 142]
ad-body: THE ANNUAL MEETING of the Waikato Agricultural and Pastoral Association will be held at Ohaupo on Tuesday next, 22nd inst, immediately after the Sale. Business: To Elect Officers and Committee, and decide upon future operations. — [287, 785, 412, 829]
column-2 — [153, 34, 283, 1439]
ad-title: HAMILTON EAST — [173, 202, 263, 213]
ad-subtitle: Agents New Zealand Insurance Company. — [165, 214, 271, 222]
divider — [162, 288, 274, 289]
table-cell: 50 — [1085, 292, 1093, 300]
table-cell: 69 — [1052, 292, 1059, 300]
ad-body: On Sale, and to arrive per 'Hero' and 'Rotorua': Fallon's Australian Wines (Red and White), Brandy, Gin, Whisky, Rum (in case and bulk), Port and Sherry, Claret and Champagne, Bass's Bulldog Ale, Guinness's Stout, Blackett Raisins (in 6lb boxes), Jordan Almonds, Lemon, Orange and Citron Peel, Currants and Eleme Raisins, Lime Juice (in bottles), Vinegar (in 5-gallon jars), New Season's Teas, &c., &c. — [7, 817, 149, 876]
ad-body: Trains will run frequently between Auckland and the Racecourse. Timetable in future notice. Fares.—Auckland, Newmarket, and Onehunga, to Racecourse, One Shilling return (irrespective of class). Tickets available for Rail and Racecourse, Three Shillings each (irrespective of class). Cheap Excursion Fares. Ordinary Single Tickets issued from Saturday, 12th, to Monday, 14th, inclusive, available for return up to and including Wednesday, 16th April. — [419, 418, 550, 491]
table-cell: 50 — [1019, 277, 1026, 285]
ad-heading: MANGAPIKO HIGHWAY DISTRICT. — [163, 879, 273, 887]
divider — [840, 476, 951, 477]
ad-title: J. MOSES' — [585, 652, 662, 667]
section-heading: DISTRICT COURT. — [47, 125, 109, 133]
ad-subheading: PLUMBER, BELL-HANGER, ZINC, TIN, AND GALVANIZED IRON WORKER. — [702, 680, 822, 695]
table-cell: 169 — [984, 299, 995, 307]
ad-title: J. MISSEN — [596, 943, 651, 956]
ad-subheading: HAMILTON WEST, — [728, 671, 796, 678]
ad-body: A LIMELIGHT ENTERTAINMENT will be held, in the Public Hall, Cambridge, on Thursday, 24th inst. Vocal and Instrumental Music, &c. To conclude with a Dance. Tickets may be had at the Stores. Admission, 2s 6d; to include Dance, 5s 6d; Children, 1s. Particulars in future advertisement. — [697, 608, 827, 653]
table-cell: 50 — [1085, 306, 1093, 314]
wethers-label: SIX-TOOTH WETHERS. — [880, 583, 953, 591]
table-cell: 42 — [1052, 277, 1059, 285]
ad-heading: NOTICE. — [1018, 878, 1054, 886]
